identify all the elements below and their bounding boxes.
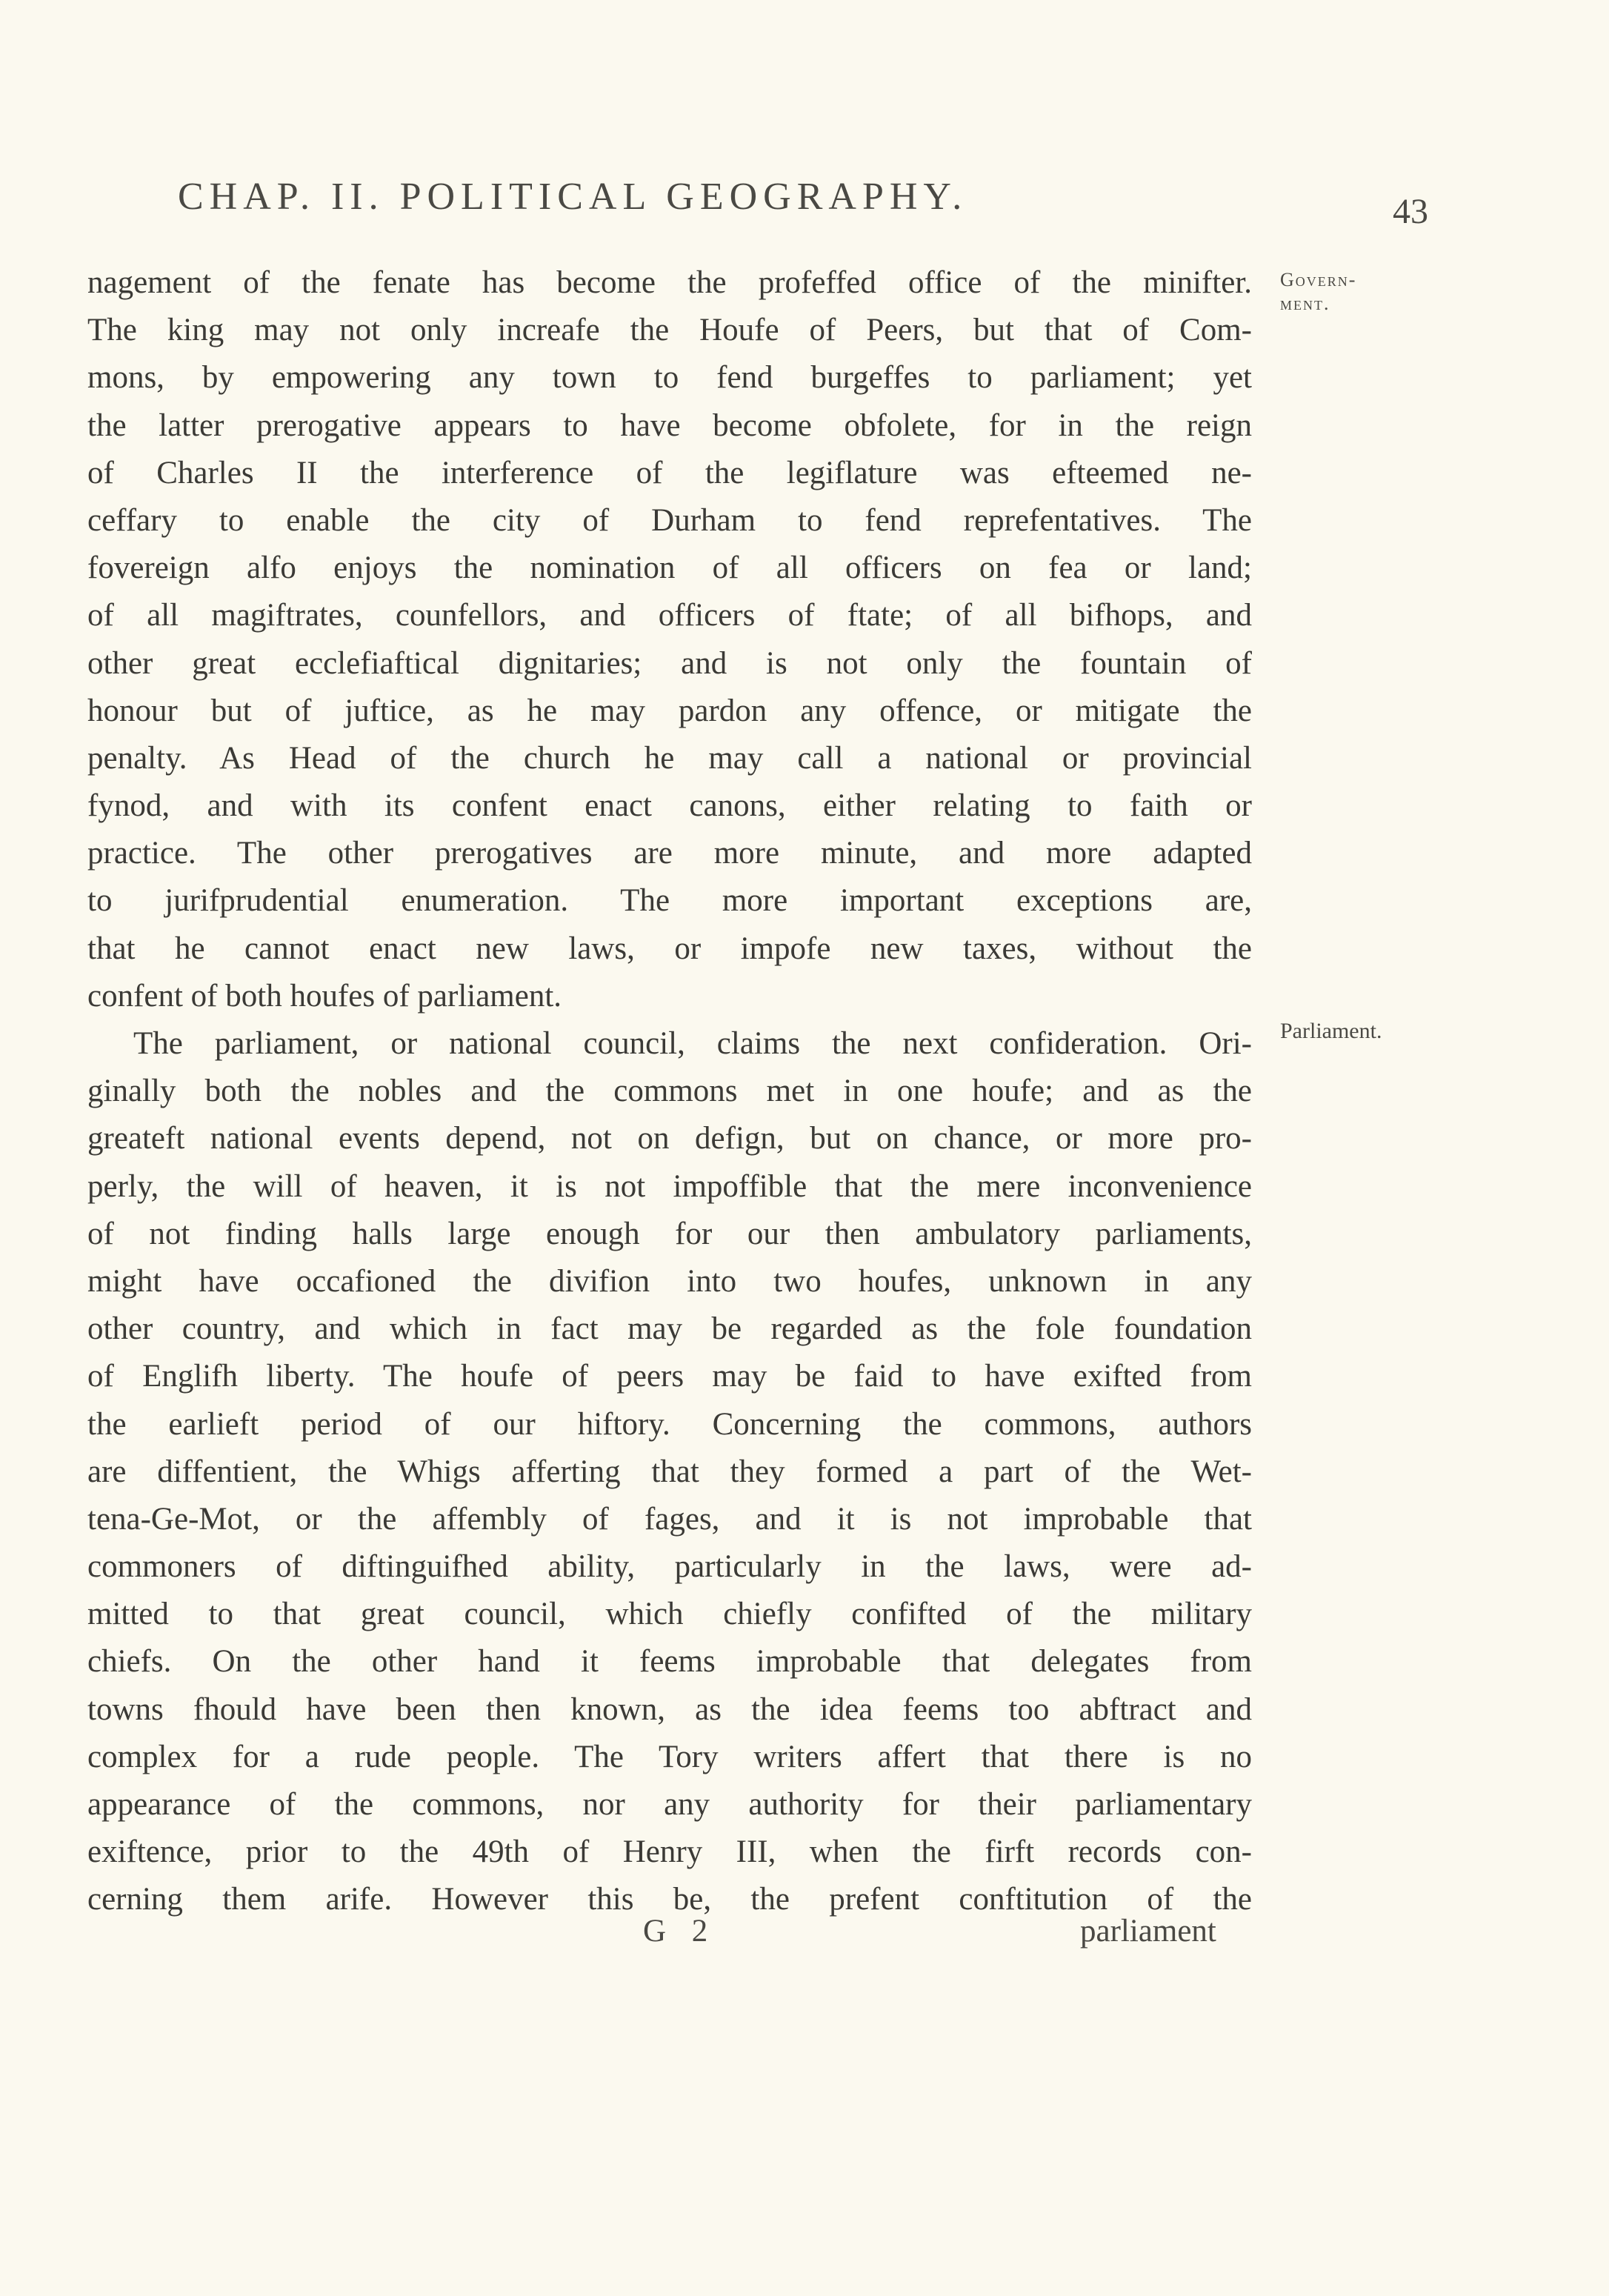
text-line: that he cannot enact new laws, or impofe new taxes, without the <box>87 931 1252 966</box>
text-line: perly, the will of heaven, it is not impoffible that the mere inconvenience <box>87 1168 1252 1204</box>
text-line: mitted to that great council, which chiefly confifted of the military <box>87 1597 1252 1632</box>
text-line: The parliament, or national council, claims the next confideration. Ori- <box>133 1026 1252 1061</box>
text-line: honour but of juftice, as he may pardon any offence, or mitigate the <box>87 693 1252 728</box>
margin-note-government-text: Govern- ment. <box>1280 269 1357 314</box>
text-line: exiftence, prior to the 49th of Henry III, when the firft records con- <box>87 1834 1252 1870</box>
text-line: mons, by empowering any town to fend burgeffes to parliament; yet <box>87 360 1252 396</box>
catchword: parliament <box>1080 1914 1216 1949</box>
text-line: other great ecclefiaftical dignitaries; and is not only the fountain of <box>87 645 1252 681</box>
text-line: cerning them arife. However this be, the prefent conftitution of the <box>87 1882 1252 1917</box>
text-line: of Englifh liberty. The houfe of peers may be faid to have exifted from <box>87 1359 1252 1394</box>
text-line: ginally both the nobles and the commons met in one houfe; and as the <box>87 1074 1252 1109</box>
text-line: practice. The other prerogatives are more minute, and more adapted <box>87 836 1252 871</box>
text-line: towns fhould have been then known, as the idea feems too abftract and <box>87 1691 1252 1727</box>
text-line: chiefs. On the other hand it feems improbable that delegates from <box>87 1644 1252 1680</box>
page-number: 43 <box>1393 192 1428 231</box>
text-line: tena-Ge-Mot, or the affembly of fages, and it is not improbable that <box>87 1501 1252 1537</box>
text-line: confent of both houfes of parliament. <box>87 978 562 1014</box>
text-line: to jurifprudential enumeration. The more important exceptions are, <box>87 883 1252 919</box>
text-line: ceffary to enable the city of Durham to fend reprefentatives. The <box>87 502 1252 538</box>
body-text <box>87 259 1252 1924</box>
text-line: other country, and which in fact may be regarded as the fole foundation <box>87 1311 1252 1347</box>
text-line: appearance of the commons, nor any authority for their parliamentary <box>87 1787 1252 1822</box>
text-line: nagement of the fenate has become the profeffed office of the minifter. <box>87 265 1252 300</box>
text-line: are diffentient, the Whigs afferting that they formed a part of the Wet- <box>87 1454 1252 1489</box>
text-line: the latter prerogative appears to have become obfolete, for in the reign <box>87 407 1252 443</box>
text-line: fovereign alfo enjoys the nomination of all officers on fea or land; <box>87 550 1252 586</box>
text-line: commoners of diftinguifhed ability, particularly in the laws, were ad- <box>87 1549 1252 1585</box>
running-title: CHAP. II. POLITICAL GEOGRAPHY. <box>178 176 968 218</box>
text-line: greateft national events depend, not on defign, but on chance, or more pro- <box>87 1121 1252 1157</box>
text-line: complex for a rude people. The Tory writers affert that there is no <box>87 1739 1252 1774</box>
text-line: fynod, and with its confent enact canons, either relating to faith or <box>87 788 1252 824</box>
text-line: of all magiftrates, counfellors, and officers of ftate; of all bifhops, and <box>87 598 1252 633</box>
text-line: the earlieft period of our hiftory. Concerning the commons, authors <box>87 1406 1252 1442</box>
text-line: penalty. As Head of the church he may call a national or provincial <box>87 740 1252 776</box>
signature-mark: G 2 <box>643 1914 717 1949</box>
text-line: The king may not only increafe the Houfe of Peers, but that of Com- <box>87 313 1252 348</box>
text-line: might have occafioned the divifion into two houfes, unknown in any <box>87 1263 1252 1299</box>
text-line: of not finding halls large enough for our then ambulatory parliaments, <box>87 1216 1252 1251</box>
text-line: of Charles II the interference of the legiflature was efteemed ne- <box>87 455 1252 490</box>
margin-note-government <box>1280 268 1356 316</box>
margin-note-parliament: Parliament. <box>1280 1019 1382 1043</box>
